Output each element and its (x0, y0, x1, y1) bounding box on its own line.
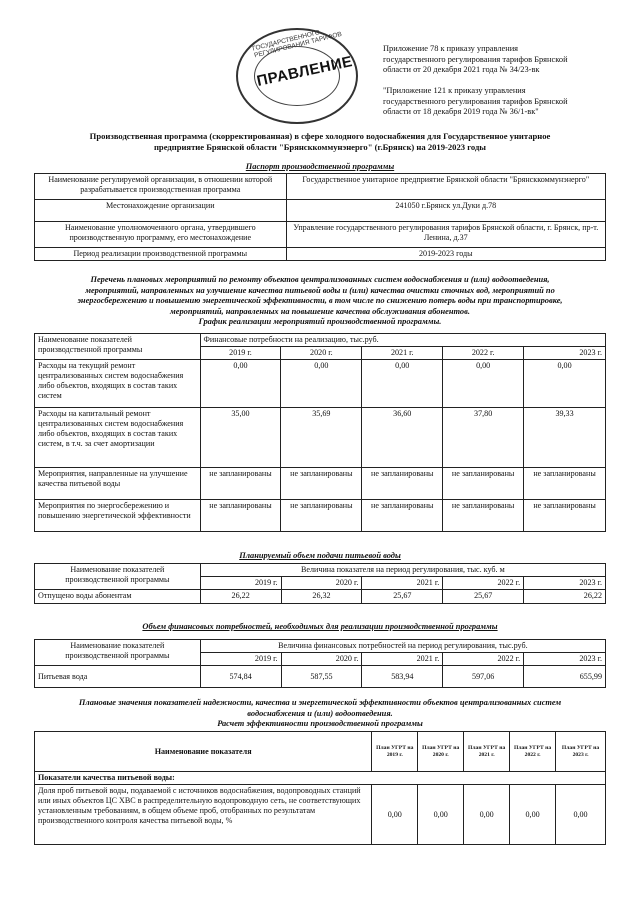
cell-value: не запланированы (362, 468, 443, 500)
table-row (35, 500, 606, 532)
plan-header: План УГРТ на 2019 г. (372, 732, 418, 772)
table-header-row (35, 334, 606, 347)
table-row (35, 200, 606, 222)
cell-value: 0,00 (281, 360, 362, 408)
appendix-line: Приложение 78 к приказу управления (383, 44, 519, 53)
table-header-row (35, 564, 606, 577)
passport-value: 241050 г.Брянск ул.Дуки д.78 (286, 200, 605, 222)
cell-value: 26,22 (524, 590, 606, 604)
schedule-heading: График реализации мероприятий производственной программы. (198, 317, 442, 326)
year-header: 2023 г. (524, 653, 606, 666)
table-row (35, 222, 606, 248)
measures-heading (30, 275, 610, 328)
passport-label: Наименование регулируемой организации, в отношении которой разрабатывается производственная программа (35, 174, 287, 200)
table-row (35, 248, 606, 261)
year-header: 2021 г. (362, 653, 443, 666)
cell-value: 37,80 (443, 408, 524, 468)
year-header: 2020 г. (281, 653, 362, 666)
cell-value: 0,00 (464, 785, 510, 845)
finance-heading (30, 622, 610, 633)
cell-value: 0,00 (418, 785, 464, 845)
col-name-header: Наименование показателей производственной программы (35, 564, 201, 590)
table-row (35, 666, 606, 688)
table-row (35, 590, 606, 604)
cell-value: 26,22 (200, 590, 281, 604)
appendix-note-121 (383, 86, 613, 118)
col-name-header: Наименование показателей производственной программы (35, 334, 201, 360)
heading-line: мероприятий, направленных на улучшение качества питьевой воды и (или) качества очистки сточных вод, мероприятий по (85, 285, 555, 295)
year-header: 2022 г. (443, 653, 524, 666)
row-name: Доля проб питьевой воды, подаваемой с источников водоснабжения, водопроводных станций или иных объектов ЦС ХВС в распределительную водопроводную сеть, не соответствующих установленным требованиям, в общем объеме проб, отобранных по результатам производственного контроля качества питьевой воды, % (35, 785, 372, 845)
official-stamp (236, 28, 358, 124)
cell-value: 0,00 (372, 785, 418, 845)
year-header: 2020 г. (281, 577, 362, 590)
table-row (35, 408, 606, 468)
plan-header: План УГРТ на 2023 г. (556, 732, 606, 772)
cell-value: 36,60 (362, 408, 443, 468)
cell-value: не запланированы (524, 500, 606, 532)
cell-value: 574,84 (200, 666, 281, 688)
cell-value: 0,00 (362, 360, 443, 408)
appendix-line: области от 18 декабря 2019 года № 36/1-вк" (383, 107, 539, 117)
measures-table (34, 333, 606, 532)
cell-value: 25,67 (443, 590, 524, 604)
cell-value: не запланированы (281, 500, 362, 532)
plan-header: План УГРТ на 2022 г. (510, 732, 556, 772)
cell-value: 25,67 (362, 590, 443, 604)
stamp-ring-text: ГОСУДАРСТВЕННОГО РЕГУЛИРОВАНИЯ ТАРИФОВ (251, 29, 343, 60)
table-row (35, 174, 606, 200)
cell-value: не запланированы (200, 468, 281, 500)
year-header: 2019 г. (200, 577, 281, 590)
cell-value: 0,00 (510, 785, 556, 845)
title-line: Производственная программа (скорректированная) в сфере холодного водоснабжения для Государственное унитарное (89, 131, 551, 141)
heading-line: Перечень плановых мероприятий по ремонту объектов централизованных систем водоснабжения и (или) водоотведения, (90, 275, 550, 284)
cell-value: не запланированы (281, 468, 362, 500)
title-line: предприятие Брянской области "Брянсккоммунэнерго" (г.Брянск) на 2019-2023 годы (153, 142, 487, 152)
passport-label: Наименование уполномоченного органа, утвердившего производственную программу, его местонахождение (35, 222, 287, 248)
heading-line: Плановые значения показателей надежности, качества и энергетической эффективности объектов централизованных систем (78, 698, 562, 707)
heading-line: энергосбережению и повышению энергетической эффективности, в том числе по снижению потерь воды при транспортировке, (77, 296, 563, 305)
cell-value: 597,06 (443, 666, 524, 688)
col-name-header: Наименование показателя (35, 732, 372, 772)
section-row (35, 772, 606, 785)
finance-table (34, 639, 606, 688)
stamp-word: ПРАВЛЕНИЕ (255, 53, 355, 90)
appendix-line: "Приложение 121 к приказу управления (383, 86, 526, 95)
year-header: 2021 г. (362, 347, 443, 360)
cell-value: не запланированы (362, 500, 443, 532)
passport-table (34, 173, 606, 261)
appendix-line: области от 20 декабря 2021 года № 34/23-вк (383, 65, 540, 75)
row-name: Расходы на капитальный ремонт централизованных систем водоснабжения либо объектов, входящих в состав таких систем, в т.ч. за счет амортизации (35, 408, 201, 468)
row-name: Отпущено воды абонентам (35, 590, 201, 604)
year-header: 2023 г. (524, 347, 606, 360)
supply-heading-text: Планируемый объем подачи питьевой воды (239, 551, 401, 560)
passport-value: Управление государственного регулирования тарифов Брянской области, г. Брянск, пр-т. Ленина, д.37 (286, 222, 605, 248)
row-name: Мероприятия, направленные на улучшение качества питьевой воды (35, 468, 201, 500)
year-header: 2022 г. (443, 577, 524, 590)
year-header: 2020 г. (281, 347, 362, 360)
heading-line: мероприятий, направленных на повышение качества обслуживания абонентов. (170, 306, 470, 316)
cell-value: не запланированы (443, 468, 524, 500)
cell-value: 655,99 (524, 666, 606, 688)
table-row (35, 360, 606, 408)
col-group-header: Величина показателя на период регулирования, тыс. куб. м (200, 564, 605, 577)
finance-heading-text: Объем финансовых потребностей, необходимых для реализации производственной программы (142, 622, 498, 631)
table-header-row (35, 732, 606, 772)
year-header: 2021 г. (362, 577, 443, 590)
document-title (60, 131, 580, 153)
year-header: 2019 г. (200, 347, 281, 360)
cell-value: 0,00 (200, 360, 281, 408)
plan-header: План УГРТ на 2020 г. (418, 732, 464, 772)
appendix-line: государственного регулирования тарифов Брянской (383, 96, 568, 106)
cell-value: 0,00 (443, 360, 524, 408)
table-row (35, 468, 606, 500)
passport-heading (30, 162, 610, 173)
supply-heading (30, 551, 610, 562)
table-header-row (35, 640, 606, 653)
cell-value: 0,00 (556, 785, 606, 845)
supply-table (34, 563, 606, 604)
plan-header: План УГРТ на 2021 г. (464, 732, 510, 772)
col-group-header: Финансовые потребности на реализацию, тыс.руб. (200, 334, 605, 347)
passport-value: 2019-2023 годы (286, 248, 605, 261)
col-name-header: Наименование показателей производственной программы (35, 640, 201, 666)
reliability-heading (30, 698, 610, 730)
row-name: Мероприятия по энергосбережению и повышению энергетической эффективности (35, 500, 201, 532)
cell-value: не запланированы (443, 500, 524, 532)
row-name: Расходы на текущий ремонт централизованных систем водоснабжения либо объектов, входящих в состав таких систем (35, 360, 201, 408)
calc-heading: Расчет эффективности производственной программы (217, 719, 423, 728)
cell-value: 39,33 (524, 408, 606, 468)
year-header: 2022 г. (443, 347, 524, 360)
table-row (35, 785, 606, 845)
reliability-table (34, 731, 606, 845)
row-name: Питьевая вода (35, 666, 201, 688)
section-title: Показатели качества питьевой воды: (35, 772, 606, 785)
passport-label: Период реализации производственной программы (35, 248, 287, 261)
year-header: 2019 г. (200, 653, 281, 666)
col-group-header: Величина финансовых потребностей на период регулирования, тыс.руб. (200, 640, 605, 653)
cell-value: не запланированы (524, 468, 606, 500)
cell-value: не запланированы (200, 500, 281, 532)
passport-label: Местонахождение организации (35, 200, 287, 222)
cell-value: 0,00 (524, 360, 606, 408)
passport-value: Государственное унитарное предприятие Брянской области "Брянсккоммунэнерго" (286, 174, 605, 200)
year-header: 2023 г. (524, 577, 606, 590)
heading-line: водоснабжения и (или) водоотведения. (247, 708, 393, 718)
appendix-note-78 (383, 44, 613, 76)
cell-value: 35,69 (281, 408, 362, 468)
cell-value: 583,94 (362, 666, 443, 688)
cell-value: 587,55 (281, 666, 362, 688)
cell-value: 35,00 (200, 408, 281, 468)
cell-value: 26,32 (281, 590, 362, 604)
passport-heading-text: Паспорт производственной программы (245, 162, 395, 171)
appendix-line: государственного регулирования тарифов Брянской (383, 54, 568, 64)
